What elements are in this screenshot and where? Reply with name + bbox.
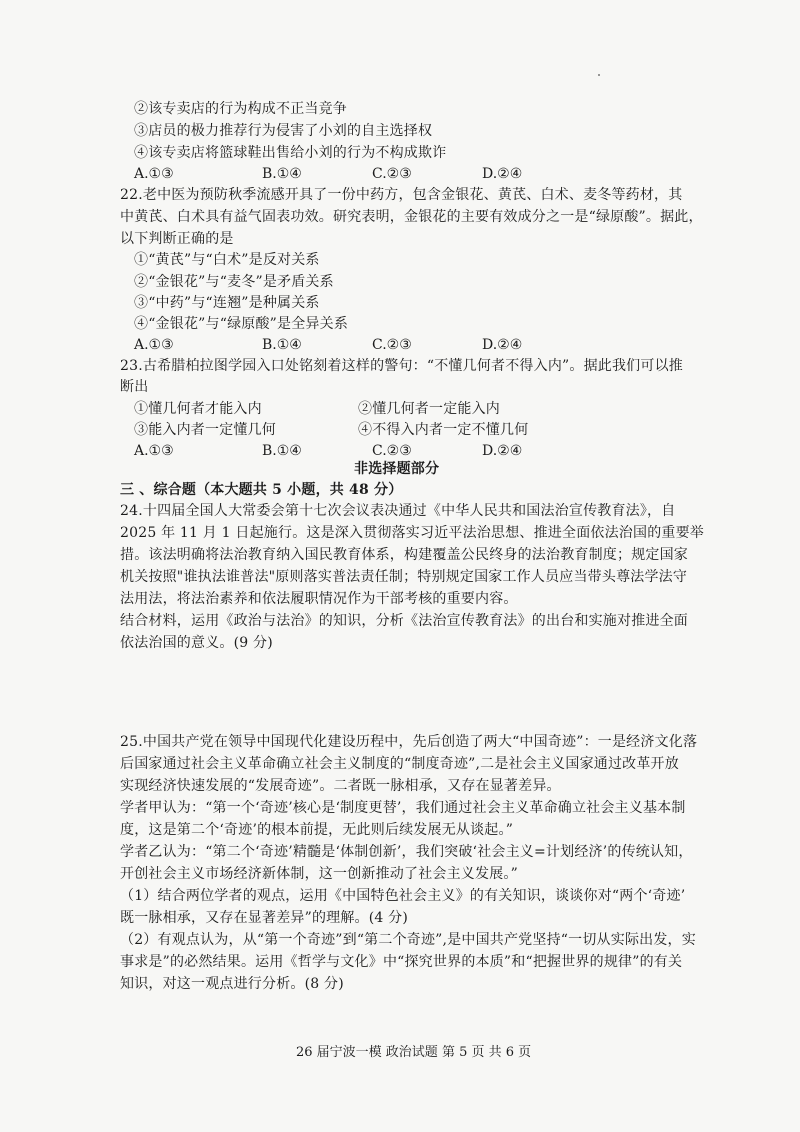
q22-option-b: B.①④ bbox=[262, 337, 302, 353]
q25-line-2: 后国家通过社会主义革命确立社会主义制度的“制度奇迹”,二是社会主义国家通过改革开放 bbox=[120, 756, 679, 772]
q24-line-1: 24.十四届全国人大常委会第十七次会议表决通过《中华人民共和国法治宣传教育法》，自 bbox=[120, 503, 676, 519]
q21-statement-3: ③店员的极力推荐行为侵害了小刘的自主选择权 bbox=[134, 123, 433, 139]
q24-line-7: 依法治国的意义。(9 分) bbox=[120, 635, 273, 651]
q23-stem-line-1: 23.古希腊柏拉图学园入口处铭刻着这样的警句：“不懂几何者不得入内”。据此我们可以推 bbox=[120, 358, 683, 374]
q24-line-5: 法用法，将法治素养和依法履职情况作为干部考核的重要内容。 bbox=[120, 591, 518, 607]
q23-statement-2: ②懂几何者一定能入内 bbox=[358, 401, 500, 417]
q25-line-12: 知识，对这一观点进行分析。(8 分) bbox=[120, 976, 344, 992]
q21-option-c: C.②③ bbox=[372, 166, 412, 182]
q22-stem-line-3: 以下判断正确的是 bbox=[120, 231, 234, 247]
q22-stem-line-2: 中黄芪、白术具有益气固表功效。研究表明，金银花的主要有效成分之一是“绿原酸”。据此， bbox=[120, 209, 703, 225]
q25-line-7: 开创社会主义市场经济新体制，这一创新推动了社会主义发展。” bbox=[120, 866, 518, 882]
q22-option-c: C.②③ bbox=[372, 337, 412, 353]
part-title: 非选择题部分 bbox=[354, 461, 440, 477]
q23-option-d: D.②④ bbox=[482, 443, 523, 459]
q25-line-8: （1）结合两位学者的观点，运用《中国特色社会主义》的有关知识，谈谈你对“两个‘奇迹’ bbox=[120, 888, 686, 904]
q21-option-d: D.②④ bbox=[482, 166, 523, 182]
q21-statement-4: ④该专卖店将篮球鞋出售给小刘的行为不构成欺诈 bbox=[134, 145, 447, 161]
page-footer: 26 届宁波一模 政治试题 第 5 页 共 6 页 bbox=[296, 1045, 532, 1060]
q23-option-b: B.①④ bbox=[262, 443, 302, 459]
q25-line-5: 度，这是第二个‘奇迹’的根本前提，无此则后续发展无从谈起。” bbox=[120, 822, 514, 838]
q25-line-6: 学者乙认为：“第二个‘奇迹’精髓是‘体制创新’，我们突破‘社会主义=计划经济’的传统认知， bbox=[120, 844, 693, 860]
q21-option-b: B.①④ bbox=[262, 166, 302, 182]
q24-line-3: 措。该法明确将法治教育纳入国民教育体系，构建覆盖公民终身的法治教育制度；规定国家 bbox=[120, 547, 688, 563]
q21-statement-2: ②该专卖店的行为构成不正当竞争 bbox=[134, 101, 347, 117]
q24-line-4: 机关按照"谁执法谁普法"原则落实普法责任制；特别规定国家工作人员应当带头尊法学法守 bbox=[120, 569, 688, 585]
scan-speck bbox=[598, 74, 600, 76]
q23-option-c: C.②③ bbox=[372, 443, 412, 459]
q22-option-d: D.②④ bbox=[482, 337, 523, 353]
q25-line-4: 学者甲认为：“第一个‘奇迹’核心是‘制度更替’，我们通过社会主义革命确立社会主义基本制 bbox=[120, 800, 686, 816]
q24-line-2: 2025 年 11 月 1 日起施行。这是深入贯彻落实习近平法治思想、推进全面依法治国的重要举 bbox=[120, 525, 704, 541]
q23-statement-3: ③能入内者一定懂几何 bbox=[134, 422, 276, 438]
q23-statement-1: ①懂几何者才能入内 bbox=[134, 401, 262, 417]
q22-statement-1: ①“黄芪”与“白术”是反对关系 bbox=[134, 252, 320, 268]
q22-option-a: A.①③ bbox=[134, 337, 174, 353]
q22-statement-4: ④“金银花”与“绿原酸”是全异关系 bbox=[134, 316, 349, 332]
q25-line-9: 既一脉相承，又存在显著差异”的理解。(4 分) bbox=[120, 910, 409, 926]
q25-line-1: 25.中国共产党在领导中国现代化建设历程中，先后创造了两大“中国奇迹”：一是经济文化落 bbox=[120, 734, 698, 750]
q25-line-11: 事求是”的必然结果。运用《哲学与文化》中“探究世界的本质”和“把握世界的规律”的有关 bbox=[120, 954, 683, 970]
q23-option-a: A.①③ bbox=[134, 443, 174, 459]
q23-statement-4: ④不得入内者一定不懂几何 bbox=[358, 422, 529, 438]
q22-statement-3: ③“中药”与“连翘”是种属关系 bbox=[134, 295, 320, 311]
q25-line-10: （2）有观点认为，从“第一个奇迹”到“第二个奇迹”,是中国共产党坚持“一切从实际出发，实 bbox=[120, 932, 696, 948]
q21-option-a: A.①③ bbox=[134, 166, 174, 182]
q22-statement-2: ②“金银花”与“麦冬”是矛盾关系 bbox=[134, 274, 334, 290]
q22-stem-line-1: 22.老中医为预防秋季流感开具了一份中药方，包含金银花、黄芪、白术、麦冬等药材，其 bbox=[120, 187, 683, 203]
q23-stem-line-2: 断出 bbox=[120, 379, 149, 395]
q25-line-3: 实现经济快速发展的“发展奇迹”。二者既一脉相承，又存在显著差异。 bbox=[120, 778, 561, 794]
section-three-heading: 三 、综合题（本大题共 5 小题，共 48 分） bbox=[120, 482, 403, 498]
q24-line-6: 结合材料，运用《政治与法治》的知识，分析《法治宣传教育法》的出台和实施对推进全面 bbox=[120, 613, 688, 629]
